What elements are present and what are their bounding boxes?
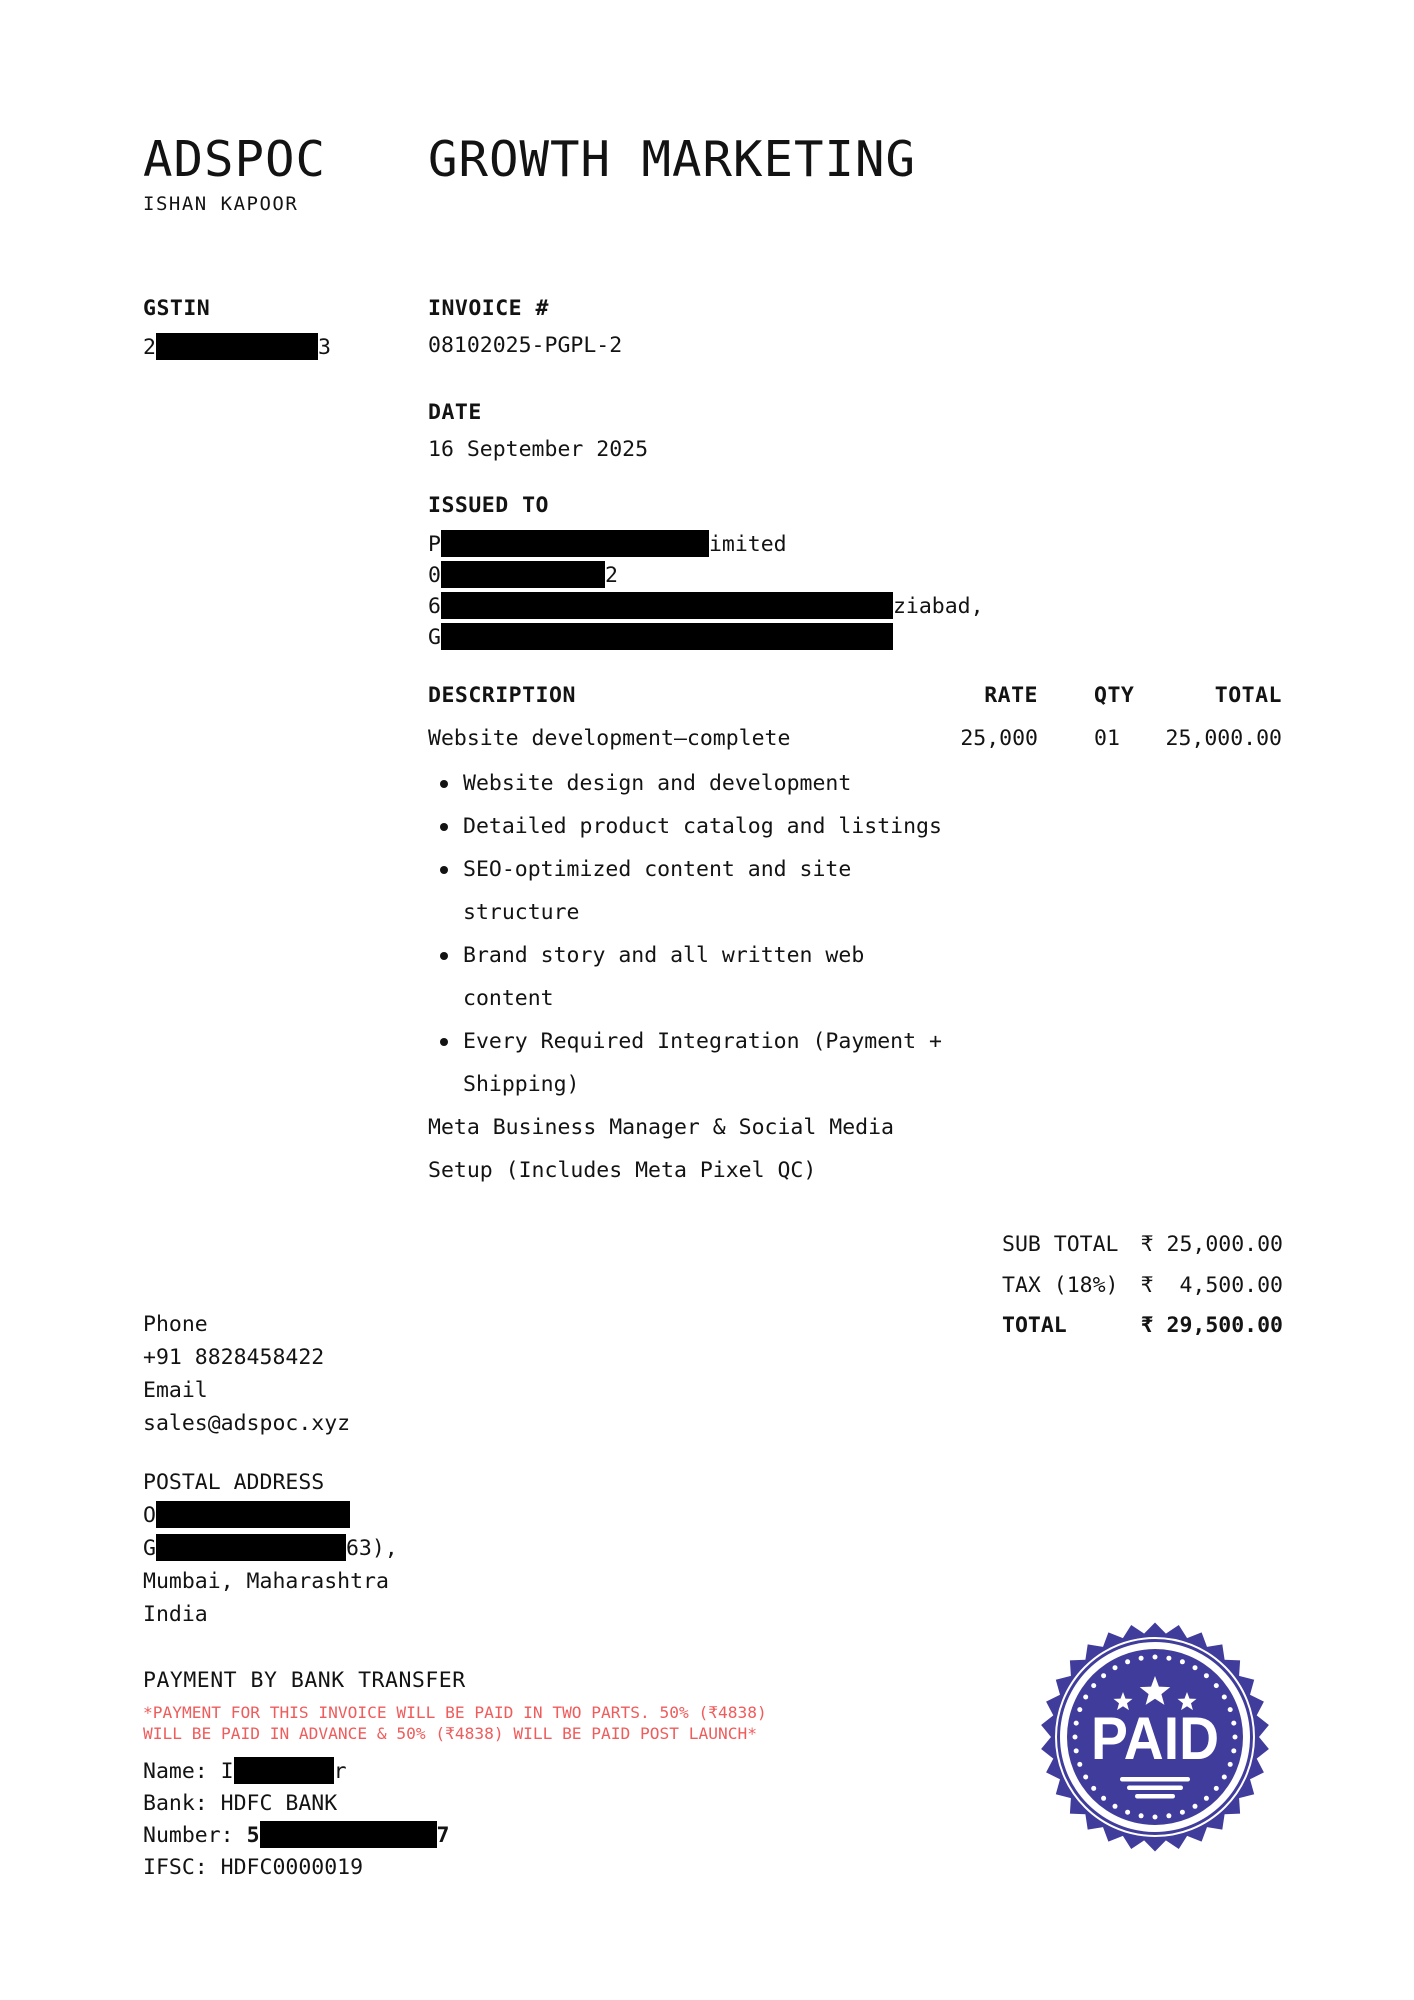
payment-note-line: *PAYMENT FOR THIS INVOICE WILL BE PAID IN TWO PARTS. 50% (₹4838): [143, 1703, 767, 1722]
gstin-label: GSTIN: [143, 296, 211, 321]
line-item-details: [428, 762, 956, 1192]
postal-line: [143, 1532, 398, 1565]
postal-prefix: O: [143, 1503, 156, 1528]
redaction-bar: [156, 1501, 350, 1528]
issued-line-suffix: imited: [708, 532, 787, 557]
bullet-text: Detailed product catalog and listings: [463, 814, 942, 839]
account-name-prefix: I: [220, 1759, 234, 1784]
postal-line: [143, 1499, 398, 1532]
issued-line-prefix: P: [428, 532, 441, 557]
brand-block: [143, 131, 327, 215]
payment-heading: PAYMENT BY BANK TRANSFER: [143, 1668, 466, 1693]
postal-address-label: POSTAL ADDRESS: [143, 1470, 325, 1495]
paid-stamp: [1040, 1622, 1270, 1852]
issued-line-prefix: 6: [428, 594, 441, 619]
bullet-text: Every Required Integration (Payment + Shipping): [463, 1029, 942, 1097]
issued-to-label: ISSUED TO: [428, 493, 549, 518]
bullet-dot-icon: [440, 1038, 448, 1046]
gstin-block: [143, 296, 331, 360]
bullet-text: SEO-optimized content and site structure: [463, 857, 852, 925]
bullet-text: Brand story and all written web content: [463, 943, 865, 1011]
redaction-bar: [234, 1757, 334, 1784]
issued-to-line: [428, 560, 984, 591]
email-value: sales@adspoc.xyz: [143, 1411, 351, 1436]
ifsc-line: [143, 1852, 767, 1884]
line-item-qty: 01: [1094, 726, 1120, 751]
redaction-bar: [441, 561, 605, 588]
phone-value: +91 8828458422: [143, 1345, 325, 1370]
total-value: ₹ 29,500.00: [1140, 1313, 1283, 1338]
invoice-date-label: DATE: [428, 400, 482, 425]
ifsc-value: HDFC0000019: [220, 1855, 364, 1880]
tax-row: [1002, 1266, 1283, 1307]
redaction-bar: [260, 1821, 437, 1848]
bullet-item: [428, 934, 956, 1020]
account-number-suffix: 7: [436, 1823, 450, 1848]
bullet-item: [428, 848, 956, 934]
bullet-dot-icon: [440, 952, 448, 960]
column-header-rate: RATE: [984, 683, 1038, 708]
subtotal-value: ₹ 25,000.00: [1140, 1232, 1283, 1257]
total-label: TOTAL: [1002, 1313, 1067, 1338]
gstin-prefix: 2: [143, 335, 156, 360]
account-number-prefix: 5: [246, 1823, 260, 1848]
account-name-label: Name:: [143, 1759, 221, 1784]
gstin-value: [143, 333, 331, 360]
issued-line-prefix: 0: [428, 563, 441, 588]
invoice-number: 08102025-PGPL-2: [428, 333, 623, 358]
account-name-line: [143, 1756, 767, 1788]
email-label: Email: [143, 1378, 208, 1403]
invoice-number-label: INVOICE #: [428, 296, 549, 321]
contact-block: [143, 1308, 350, 1440]
bullet-text: Website design and development: [463, 771, 852, 796]
postal-city: Mumbai, Maharashtra: [143, 1569, 389, 1594]
total-row: [1002, 1306, 1283, 1347]
issued-line-suffix: 2: [604, 563, 618, 588]
page-title: GROWTH MARKETING: [428, 131, 917, 188]
postal-country: India: [143, 1602, 208, 1627]
bullet-dot-icon: [440, 823, 448, 831]
redaction-bar: [441, 592, 893, 619]
bullet-item: [428, 805, 956, 848]
account-number-label: Number:: [143, 1823, 247, 1848]
bank-name-line: [143, 1788, 767, 1820]
subtotal-row: [1002, 1225, 1283, 1266]
postal-suffix: 63),: [345, 1536, 398, 1561]
issued-to-line: [428, 529, 984, 560]
issued-to-block: [428, 493, 984, 653]
bank-value: HDFC BANK: [220, 1791, 338, 1816]
bullet-item: [428, 762, 956, 805]
redaction-bar: [441, 530, 709, 557]
svg-text:PAID: PAID: [1091, 1705, 1219, 1772]
postal-prefix: G: [143, 1536, 156, 1561]
totals-block: [1002, 1225, 1283, 1347]
invoice-date: 16 September 2025: [428, 437, 649, 462]
bullet-dot-icon: [440, 866, 448, 874]
ifsc-label: IFSC:: [143, 1855, 221, 1880]
subtotal-label: SUB TOTAL: [1002, 1232, 1119, 1257]
service-note: Meta Business Manager & Social Media Setup (Includes Meta Pixel QC): [428, 1115, 894, 1183]
line-item-description: Website development—complete: [428, 726, 791, 751]
column-header-description: DESCRIPTION: [428, 683, 576, 708]
invoice-date-block: [428, 400, 648, 462]
invoice-number-block: [428, 296, 622, 358]
gstin-suffix: 3: [317, 335, 331, 360]
tax-value: ₹ 4,500.00: [1140, 1272, 1283, 1298]
issued-line-prefix: G: [428, 625, 441, 650]
postal-address-block: [143, 1466, 398, 1631]
bullet-dot-icon: [440, 780, 448, 788]
account-name-suffix: r: [333, 1759, 347, 1784]
brand-subtitle: ISHAN KAPOOR: [143, 193, 299, 215]
redaction-bar: [156, 333, 318, 360]
tax-label: TAX (18%): [1002, 1272, 1119, 1298]
line-item-total: 25,000.00: [1165, 726, 1282, 751]
redaction-bar: [441, 623, 893, 650]
issued-to-line: [428, 622, 984, 653]
bank-label: Bank:: [143, 1791, 221, 1816]
payment-block: [143, 1668, 767, 1884]
line-item-rate: 25,000: [960, 726, 1038, 751]
payment-note-line: WILL BE PAID IN ADVANCE & 50% (₹4838) WILL BE PAID POST LAUNCH*: [143, 1724, 757, 1743]
phone-label: Phone: [143, 1312, 208, 1337]
column-header-total: TOTAL: [1214, 683, 1282, 708]
account-number-line: [143, 1820, 767, 1852]
issued-line-suffix: ziabad,: [892, 594, 984, 619]
brand-name: ADSPOC: [143, 131, 327, 188]
redaction-bar: [156, 1534, 346, 1561]
issued-to-line: [428, 591, 984, 622]
bullet-item: [428, 1020, 956, 1106]
column-header-qty: QTY: [1094, 683, 1135, 708]
